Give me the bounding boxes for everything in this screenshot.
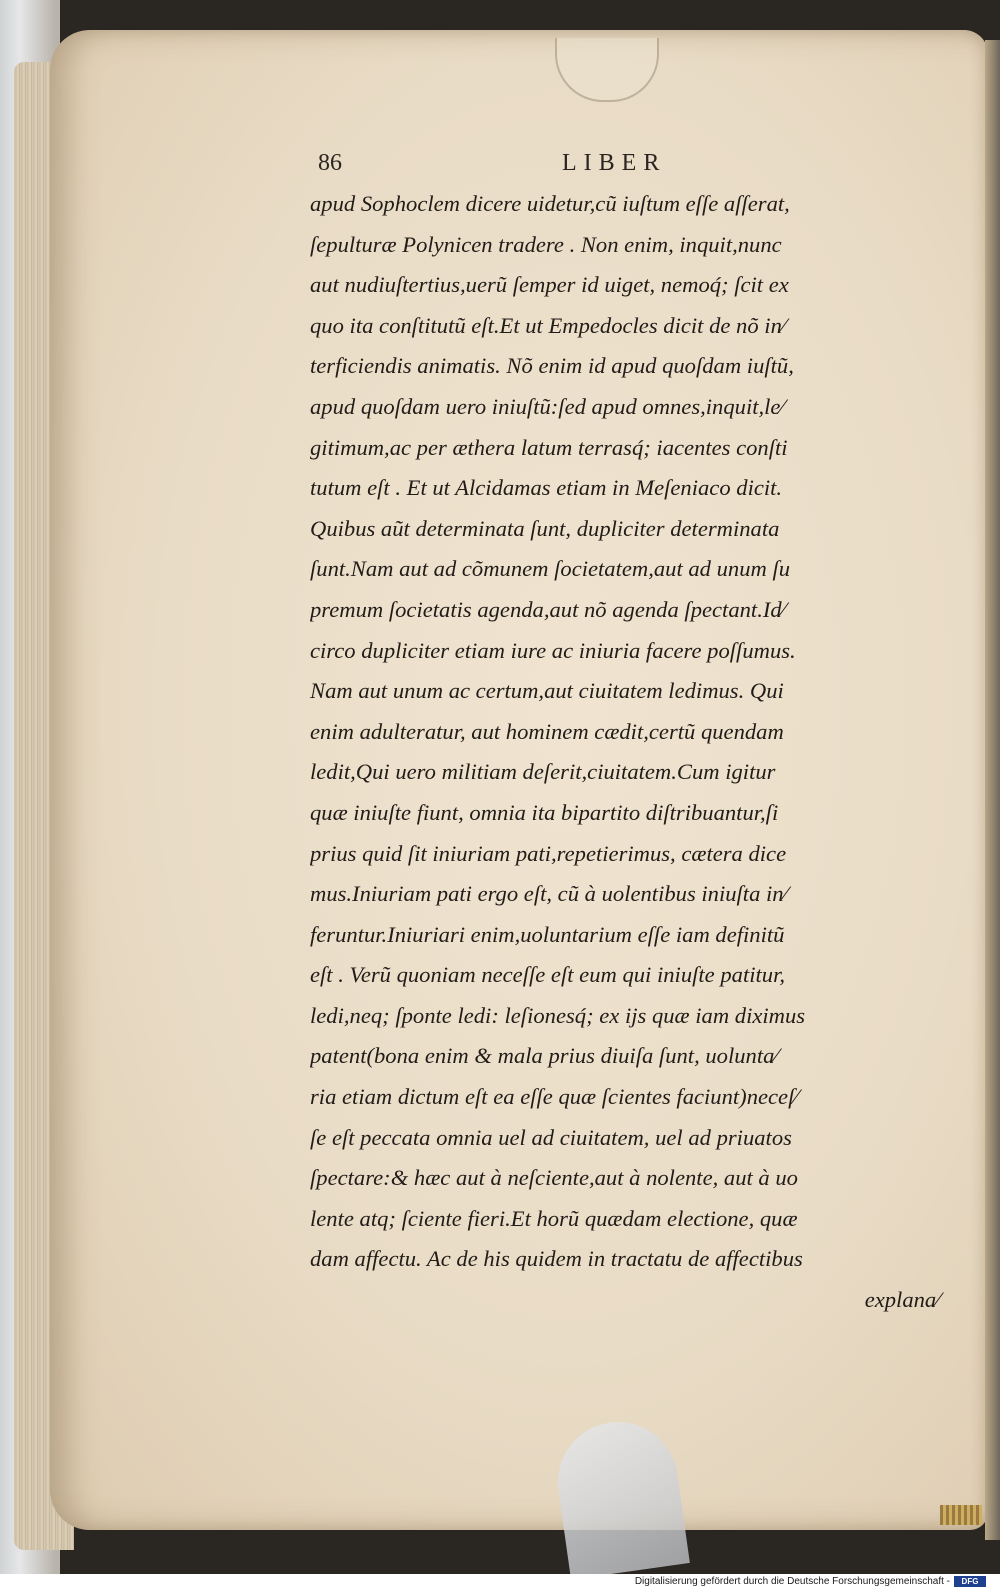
text-line: quo ita conſtitutũ eſt.Et ut Empedocles dicit de nõ in⁄ [310, 312, 786, 338]
text-line: ſepulturæ Polynicen tradere . Non enim, inquit,nunc [310, 231, 782, 257]
text-line: enim adulteratur, aut hominem cædit,certũ quendam [310, 718, 784, 744]
text-line: prius quid ſit iniuriam pati,repetierimus, cætera dice [310, 840, 787, 866]
text-block [310, 184, 940, 1321]
page-right-edge [985, 40, 1000, 1540]
text-line: patent(bona enim & mala prius diuiſa ſunt, uolunta⁄ [310, 1043, 779, 1069]
text-line: apud Sophoclem dicere uidetur,cũ iuſtum eſſe aſſerat, [310, 191, 790, 216]
text-line: Nam aut unum ac certum,aut ciuitatem ledimus. Qui [310, 678, 784, 704]
text-line: ſunt.Nam aut ad cõmunem ſocietatem,aut ad unum ſu [310, 556, 791, 582]
page-header [318, 150, 938, 180]
dfg-logo-icon: DFG [954, 1576, 986, 1587]
text-line: terficiendis animatis. Nõ enim id apud quoſdam iuſtũ, [310, 353, 794, 379]
footer-bar [0, 1574, 1000, 1589]
text-line: lente atq; ſciente fieri.Et horũ quædam electione, quæ [310, 1205, 798, 1231]
text-line: ledit,Qui uero militiam deſerit,ciuitatem.Cum igitur [310, 759, 776, 785]
text-line: dam affectu. Ac de his quidem in tractatu de affectibus [310, 1246, 803, 1272]
text-line: circo dupliciter etiam iure ac iniuria facere poſſumus. [310, 637, 796, 663]
text-line: ria etiam dictum eſt ea eſſe quæ ſcientes faciunt)neceſ⁄ [310, 1084, 799, 1110]
text-line: apud quoſdam uero iniuſtũ:ſed apud omnes,inquit,le⁄ [310, 393, 785, 419]
text-line: tutum eſt . Et ut Alcidamas etiam in Meſeniaco dicit. [310, 475, 783, 501]
text-line: premum ſocietatis agenda,aut nõ agenda ſpectant.Id⁄ [310, 596, 786, 622]
running-head: LIBER [562, 150, 667, 176]
text-line: ledi,neq; ſponte ledi: leſionesq́; ex ijs quæ iam diximus [310, 1002, 806, 1028]
funding-credit: Digitalisierung gefördert durch die Deutsche Forschungsgemeinschaft - [634, 1576, 950, 1587]
bookmark-ribbon [940, 1505, 982, 1525]
text-line: ſpectare:& hæc aut à neſciente,aut à nolente, aut à uo [310, 1165, 798, 1191]
text-line: quæ iniuſte fiunt, omnia ita bipartito diſtribuantur,ſi [310, 799, 779, 825]
text-line: ſe eſt peccata omnia uel ad ciuitatem, uel ad priuatos [310, 1124, 792, 1150]
catchword: explana⁄ [864, 1287, 940, 1313]
page-number: 86 [318, 150, 342, 176]
text-line: aut nudiuſtertius,uerũ ſemper id uiget, nemoq́; ſcit ex [310, 272, 789, 298]
text-line: mus.Iniuriam pati ergo eſt, cũ à uolentibus iniuſta in⁄ [310, 881, 788, 907]
text-line: feruntur.Iniuriari enim,uoluntarium eſſe iam definitũ [310, 921, 785, 947]
text-line: eſt . Verũ quoniam neceſſe eſt eum qui iniuſte patitur, [310, 962, 786, 988]
text-line: Quibus aũt determinata ſunt, dupliciter determinata [310, 515, 780, 541]
text-line: gitimum,ac per æthera latum terrasq́; iacentes conſti [310, 434, 788, 460]
